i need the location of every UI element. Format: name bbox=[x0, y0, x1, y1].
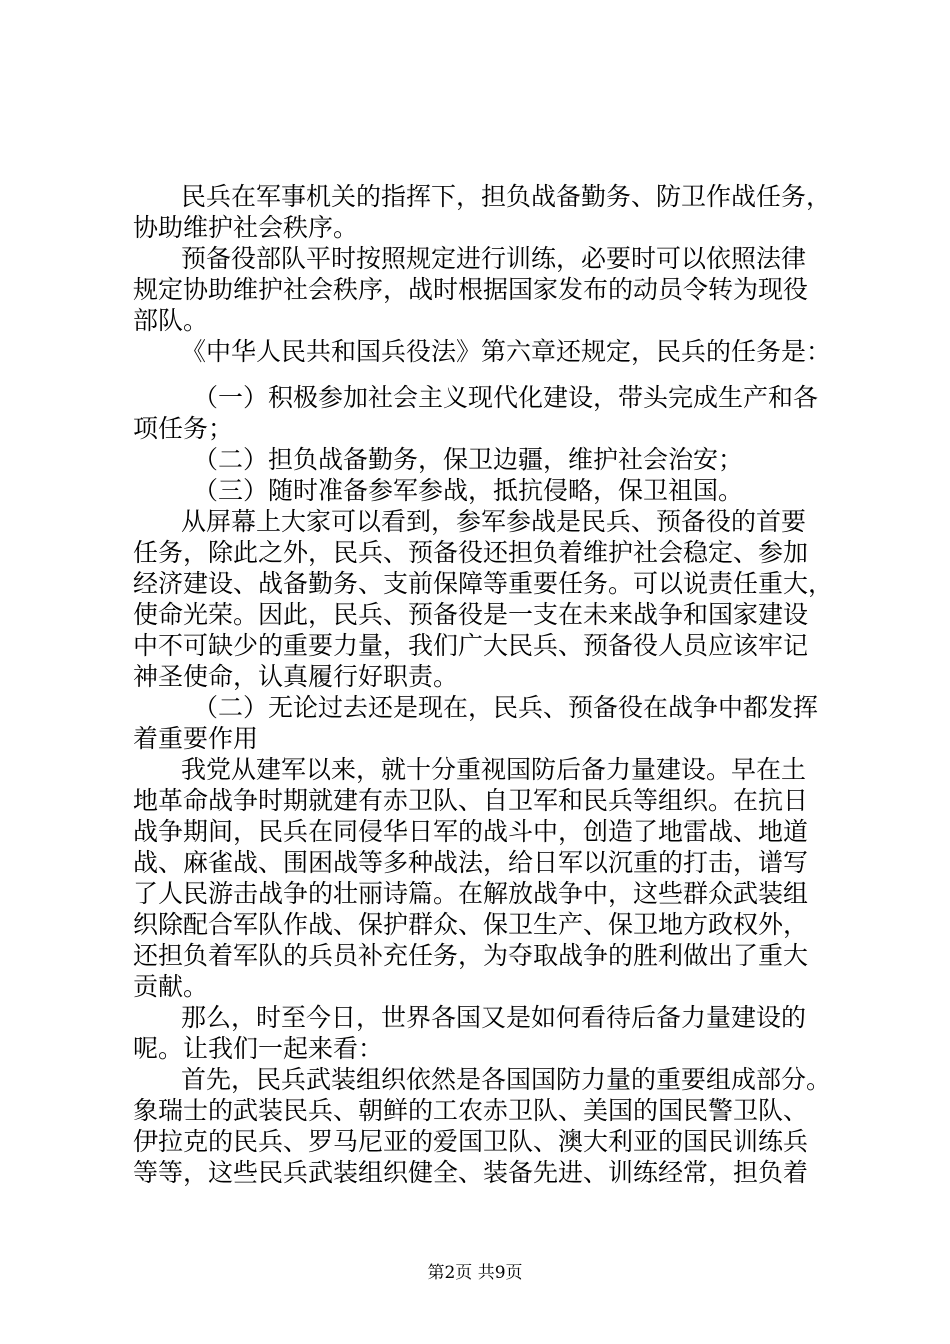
text-line: 织除配合军队作战、保护群众、保卫生产、保卫地方政权外， bbox=[133, 910, 809, 939]
text-line: 民兵在军事机关的指挥下，担负战备勤务、防卫作战任务， bbox=[181, 182, 832, 211]
text-line: 象瑞士的武装民兵、朝鲜的工农赤卫队、美国的国民警卫队、 bbox=[133, 1096, 809, 1125]
text-line: 了人民游击战争的壮丽诗篇。在解放战争中，这些群众武装组 bbox=[133, 879, 809, 908]
text-line: （三）随时准备参军参战，抵抗侵略，保卫祖国。 bbox=[193, 476, 744, 505]
text-line: 首先，民兵武装组织依然是各国国防力量的重要组成部分。 bbox=[181, 1065, 832, 1094]
text-line: 神圣使命，认真履行好职责。 bbox=[133, 662, 459, 691]
text-line: 经济建设、战备勤务、支前保障等重要任务。可以说责任重大， bbox=[133, 569, 834, 598]
text-line: （二）担负战备勤务，保卫边疆，维护社会治安； bbox=[193, 445, 744, 474]
text-line: （一）积极参加社会主义现代化建设，带头完成生产和各 bbox=[193, 383, 819, 412]
text-line: 那么，时至今日，世界各国又是如何看待后备力量建设的 bbox=[181, 1003, 807, 1032]
text-line: 从屏幕上大家可以看到，参军参战是民兵、预备役的首要 bbox=[181, 507, 807, 536]
text-line: 任务，除此之外，民兵、预备役还担负着维护社会稳定、参加 bbox=[133, 538, 809, 567]
text-line: 协助维护社会秩序。 bbox=[133, 213, 359, 242]
text-line: 部队。 bbox=[133, 306, 209, 335]
text-line: 伊拉克的民兵、罗马尼亚的爱国卫队、澳大利亚的国民训练兵 bbox=[133, 1127, 809, 1156]
text-line: 使命光荣。因此，民兵、预备役是一支在未来战争和国家建设 bbox=[133, 600, 809, 629]
text-line: 贡献。 bbox=[133, 972, 209, 1001]
text-line: 《中华人民共和国兵役法》第六章还规定，民兵的任务是： bbox=[181, 337, 832, 366]
text-line: 呢。让我们一起来看： bbox=[133, 1034, 384, 1063]
text-line: 还担负着军队的兵员补充任务，为夺取战争的胜利做出了重大 bbox=[133, 941, 809, 970]
text-line: 规定协助维护社会秩序，战时根据国家发布的动员令转为现役 bbox=[133, 275, 809, 304]
text-line: 着重要作用 bbox=[133, 724, 259, 753]
text-line: 预备役部队平时按照规定进行训练，必要时可以依照法律 bbox=[181, 244, 807, 273]
page-number-footer: 第2页 共9页 bbox=[427, 1263, 523, 1283]
text-line: 等等，这些民兵武装组织健全、装备先进、训练经常，担负着 bbox=[133, 1158, 809, 1187]
text-line: （二）无论过去还是现在，民兵、预备役在战争中都发挥 bbox=[193, 693, 819, 722]
text-line: 项任务； bbox=[133, 414, 234, 443]
text-line: 我党从建军以来，就十分重视国防后备力量建设。早在土 bbox=[181, 755, 807, 784]
text-line: 战争期间，民兵在同侵华日军的战斗中，创造了地雷战、地道 bbox=[133, 817, 809, 846]
text-line: 中不可缺少的重要力量，我们广大民兵、预备役人员应该牢记 bbox=[133, 631, 809, 660]
text-line: 地革命战争时期就建有赤卫队、自卫军和民兵等组织。在抗日 bbox=[133, 786, 809, 815]
text-line: 战、麻雀战、围困战等多种战法，给日军以沉重的打击，谱写 bbox=[133, 848, 809, 877]
